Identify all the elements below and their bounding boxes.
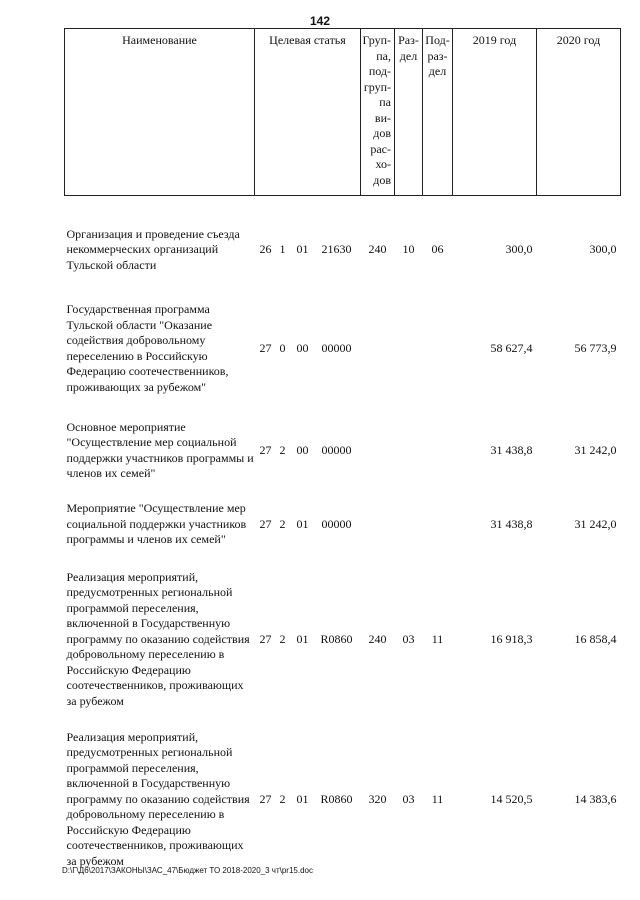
row-2019: 300,0 bbox=[505, 242, 533, 256]
cs-event: 01 bbox=[296, 631, 309, 646]
cs-event: 00 bbox=[296, 340, 309, 355]
cs-event: 01 bbox=[296, 516, 309, 531]
row-name: Основное мероприятие "Осуществление мер социальной поддержки участников программы и членов их семей" bbox=[66, 419, 254, 480]
cs-subprogram: 2 bbox=[279, 516, 286, 531]
row-group bbox=[361, 412, 395, 490]
row-target-article bbox=[255, 720, 361, 880]
row-subsection: 11 bbox=[431, 631, 444, 646]
cs-program: 27 bbox=[259, 340, 272, 355]
row-section: 10 bbox=[402, 242, 415, 256]
row-target-article bbox=[255, 196, 361, 286]
cs-program: 27 bbox=[259, 442, 272, 457]
cs-direction: 00000 bbox=[321, 340, 352, 355]
row-target-article bbox=[255, 560, 361, 720]
cs-program: 27 bbox=[259, 791, 272, 806]
row-2020: 56 773,9 bbox=[574, 340, 617, 355]
cs-event: 00 bbox=[296, 442, 309, 457]
table-header-row bbox=[65, 29, 621, 196]
row-section bbox=[395, 412, 423, 490]
row-target-article bbox=[255, 412, 361, 490]
row-group: 240 bbox=[368, 631, 387, 646]
table-row bbox=[65, 286, 621, 412]
cs-direction: 00000 bbox=[321, 442, 352, 457]
table-row bbox=[65, 720, 621, 880]
row-2019: 16 918,3 bbox=[490, 631, 533, 646]
row-2020: 16 858,4 bbox=[574, 631, 617, 646]
row-name: Реализация мероприятий, предусмотренных региональной программой переселения, включенной в Государственную программу по оказанию содействия добровольному переселению в Российскую Федерацию соотечественников, проживающих за рубежом bbox=[66, 569, 250, 708]
cs-subprogram: 2 bbox=[279, 442, 286, 457]
row-2020: 300,0 bbox=[589, 242, 617, 256]
row-2020: 14 383,6 bbox=[574, 791, 617, 806]
row-name: Мероприятие "Осуществление мер социальной поддержки участников программы и членов их семей" bbox=[66, 501, 247, 547]
cs-program: 27 bbox=[259, 631, 272, 646]
row-2020: 31 242,0 bbox=[574, 516, 617, 531]
header-year-2019: 2019 год bbox=[453, 29, 537, 196]
cs-event: 01 bbox=[296, 242, 309, 256]
header-year-2020: 2020 год bbox=[537, 29, 621, 196]
row-subsection: 11 bbox=[431, 791, 444, 806]
row-subsection bbox=[423, 412, 453, 490]
footer-file-path: D:\Г\Д6\2017\ЗАКОНЫ\ЗАС_47\Бюджет ТО 2018-2020_3 чт\pr15.doc bbox=[62, 866, 313, 875]
header-section: Раз-дел bbox=[395, 29, 423, 196]
row-2020: 31 242,0 bbox=[574, 442, 617, 457]
row-2019: 14 520,5 bbox=[490, 791, 533, 806]
header-subsection: Под-раз-дел bbox=[423, 29, 453, 196]
cs-event: 01 bbox=[296, 791, 309, 806]
row-group: 320 bbox=[368, 791, 387, 806]
row-section: 03 bbox=[402, 791, 415, 806]
cs-subprogram: 2 bbox=[279, 791, 286, 806]
row-2019: 58 627,4 bbox=[490, 340, 533, 355]
header-target-article: Целевая статья bbox=[255, 29, 361, 196]
cs-subprogram: 2 bbox=[279, 631, 286, 646]
header-name: Наименование bbox=[65, 29, 255, 196]
page-number: 142 bbox=[309, 14, 331, 28]
row-section: 03 bbox=[402, 631, 415, 646]
row-target-article bbox=[255, 286, 361, 412]
row-name: Реализация мероприятий, предусмотренных региональной программой переселения, включенной в Государственную программу по оказанию содействия добровольному переселению в Российскую Федерацию соотечественников, проживающих за рубежом bbox=[66, 729, 250, 868]
row-subsection bbox=[423, 490, 453, 560]
table-row bbox=[65, 490, 621, 560]
header-group: Груп-па, под-груп-па ви-дов рас-хо-дов bbox=[361, 29, 395, 196]
row-name: Организация и проведение съезда некоммерческих организаций Тульской области bbox=[66, 226, 240, 272]
budget-table bbox=[64, 28, 621, 880]
cs-program: 26 bbox=[259, 242, 272, 256]
row-section bbox=[395, 490, 423, 560]
row-subsection: 06 bbox=[431, 242, 444, 256]
table-row bbox=[65, 196, 621, 286]
row-name: Государственная программа Тульской области "Оказание содействия добровольному переселению в Российскую Федерацию соотечественников, проживающих за рубежом" bbox=[66, 302, 229, 394]
row-2019: 31 438,8 bbox=[490, 516, 533, 531]
cs-direction: 00000 bbox=[321, 516, 352, 531]
cs-subprogram: 1 bbox=[279, 242, 286, 256]
cs-direction: 21630 bbox=[321, 242, 352, 256]
table-row bbox=[65, 560, 621, 720]
row-group bbox=[361, 490, 395, 560]
row-target-article bbox=[255, 490, 361, 560]
row-subsection bbox=[423, 286, 453, 412]
cs-direction: R0860 bbox=[320, 791, 353, 806]
cs-program: 27 bbox=[259, 516, 272, 531]
table-row bbox=[65, 412, 621, 490]
cs-subprogram: 0 bbox=[279, 340, 286, 355]
cs-direction: R0860 bbox=[320, 631, 353, 646]
row-2019: 31 438,8 bbox=[490, 442, 533, 457]
row-section bbox=[395, 286, 423, 412]
row-group: 240 bbox=[368, 242, 387, 256]
row-group bbox=[361, 286, 395, 412]
